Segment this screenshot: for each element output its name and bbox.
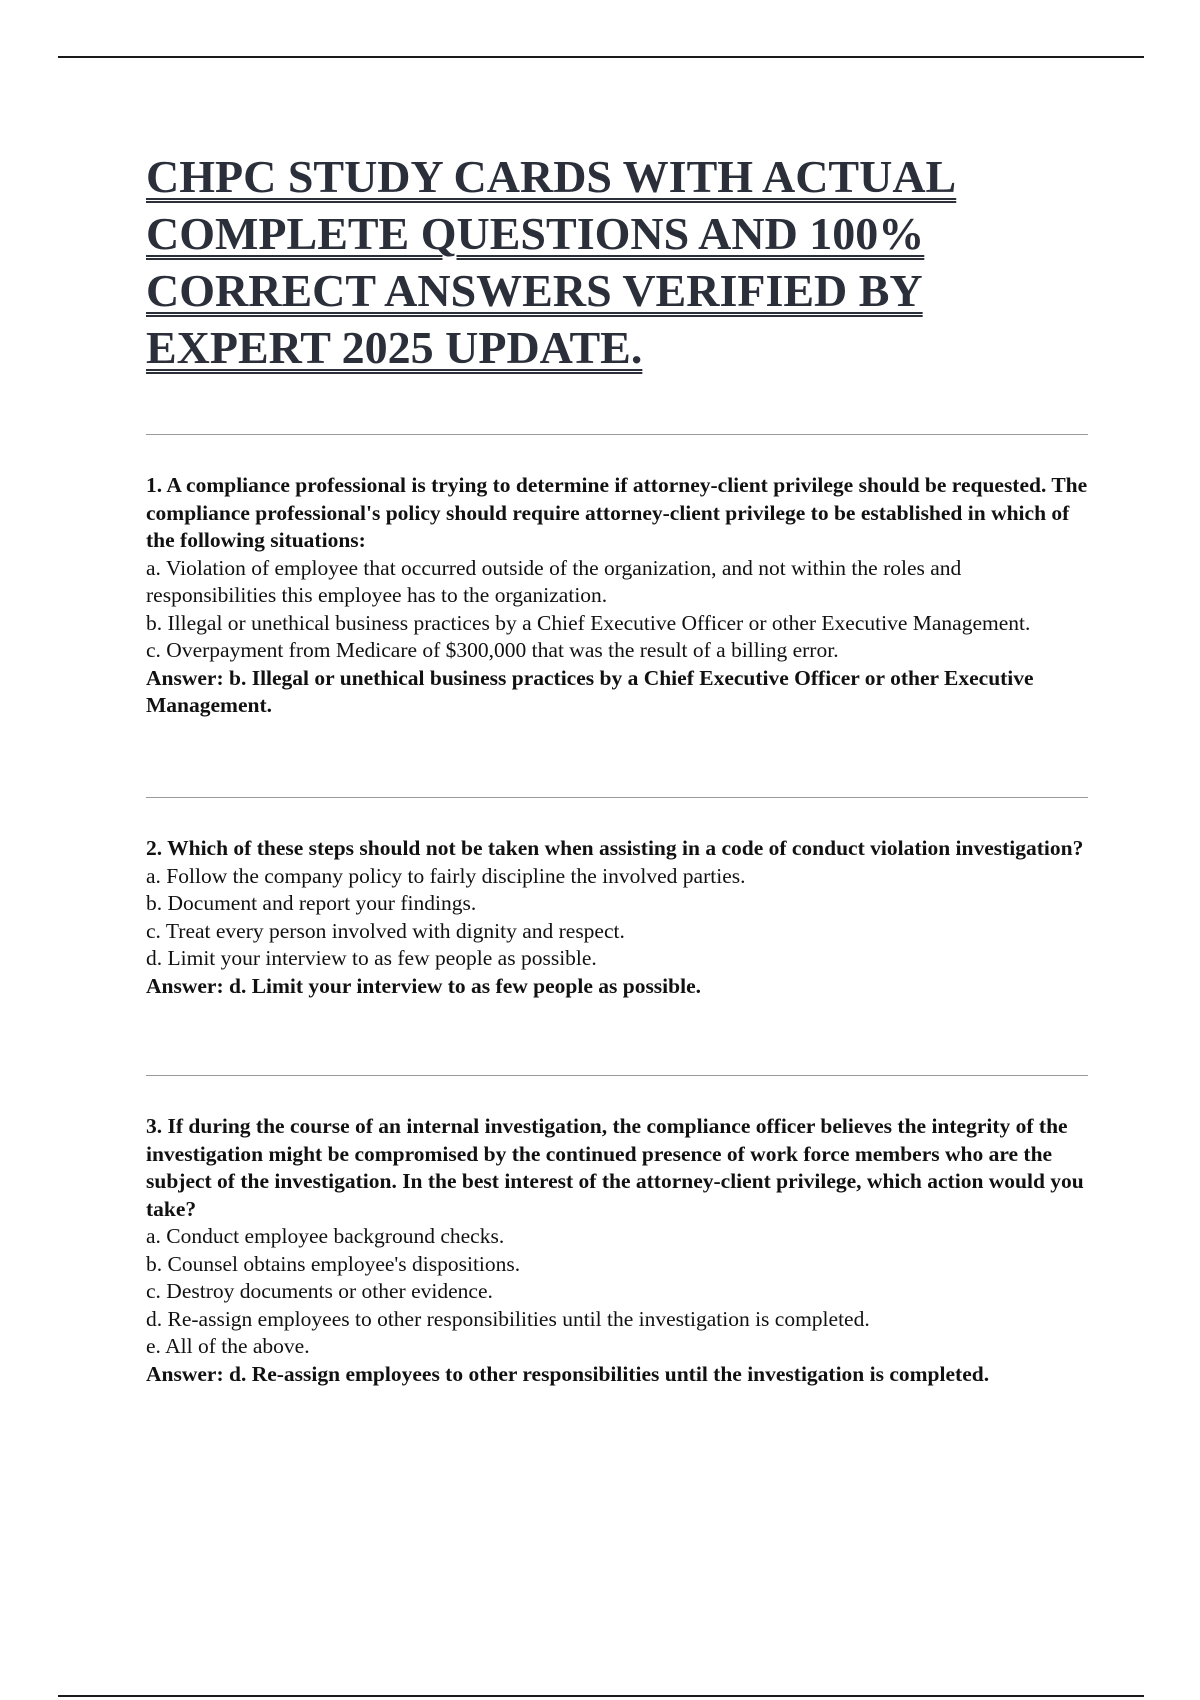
correct-answer: Answer: b. Illegal or unethical business practices by a Chief Executive Officer or other Executive Management. bbox=[146, 665, 1034, 717]
answer-option: a. Conduct employee background checks. bbox=[146, 1224, 505, 1248]
answer-option: b. Illegal or unethical business practices by a Chief Executive Officer or other Executive Management. bbox=[146, 610, 1031, 635]
question-text: 3. If during the course of an internal investigation, the compliance officer believes the integrity of the investigation might be compromised by the continued presence of work force members who are the subject of the investigation. In the best interest of the attorney-client privilege, which action would you take? bbox=[146, 1114, 1084, 1221]
answer-option: d. Re-assign employees to other responsibilities until the investigation is completed. bbox=[146, 1306, 870, 1331]
question-card-2 bbox=[146, 835, 1096, 1000]
question-card-3 bbox=[146, 1113, 1096, 1388]
answer-option: a. Violation of employee that occurred outside of the organization, and not within the roles and responsibilities this employee has to the organization. bbox=[146, 555, 962, 607]
question-text: 2. Which of these steps should not be taken when assisting in a code of conduct violation investigation? bbox=[146, 836, 1084, 860]
answer-option: a. Follow the company policy to fairly discipline the involved parties. bbox=[146, 863, 746, 888]
section-divider bbox=[146, 797, 1088, 798]
question-card-1 bbox=[146, 472, 1096, 720]
question-text: 1. A compliance professional is trying to determine if attorney-client privilege should be requested. The compliance professional's policy should require attorney-client privilege to be established in which of the following situations: bbox=[146, 473, 1088, 552]
page-bottom-rule bbox=[58, 1695, 1144, 1697]
answer-option: b. Counsel obtains employee's dispositions. bbox=[146, 1251, 521, 1276]
document-title: CHPC STUDY CARDS WITH ACTUAL COMPLETE QUESTIONS AND 100% CORRECT ANSWERS VERIFIED BY EXPERT 2025 UPDATE. bbox=[146, 151, 957, 373]
section-divider bbox=[146, 434, 1088, 435]
correct-answer: Answer: d. Re-assign employees to other responsibilities until the investigation is completed. bbox=[146, 1361, 990, 1386]
section-divider bbox=[146, 1075, 1088, 1076]
answer-option: d. Limit your interview to as few people as possible. bbox=[146, 946, 597, 970]
answer-option: c. Destroy documents or other evidence. bbox=[146, 1279, 493, 1303]
answer-option: e. All of the above. bbox=[146, 1334, 310, 1358]
correct-answer: Answer: d. Limit your interview to as few people as possible. bbox=[146, 973, 702, 998]
answer-option: c. Treat every person involved with dignity and respect. bbox=[146, 918, 625, 943]
answer-option: b. Document and report your findings. bbox=[146, 891, 477, 915]
page-top-rule bbox=[58, 56, 1144, 58]
answer-option: c. Overpayment from Medicare of $300,000 that was the result of a billing error. bbox=[146, 638, 839, 662]
